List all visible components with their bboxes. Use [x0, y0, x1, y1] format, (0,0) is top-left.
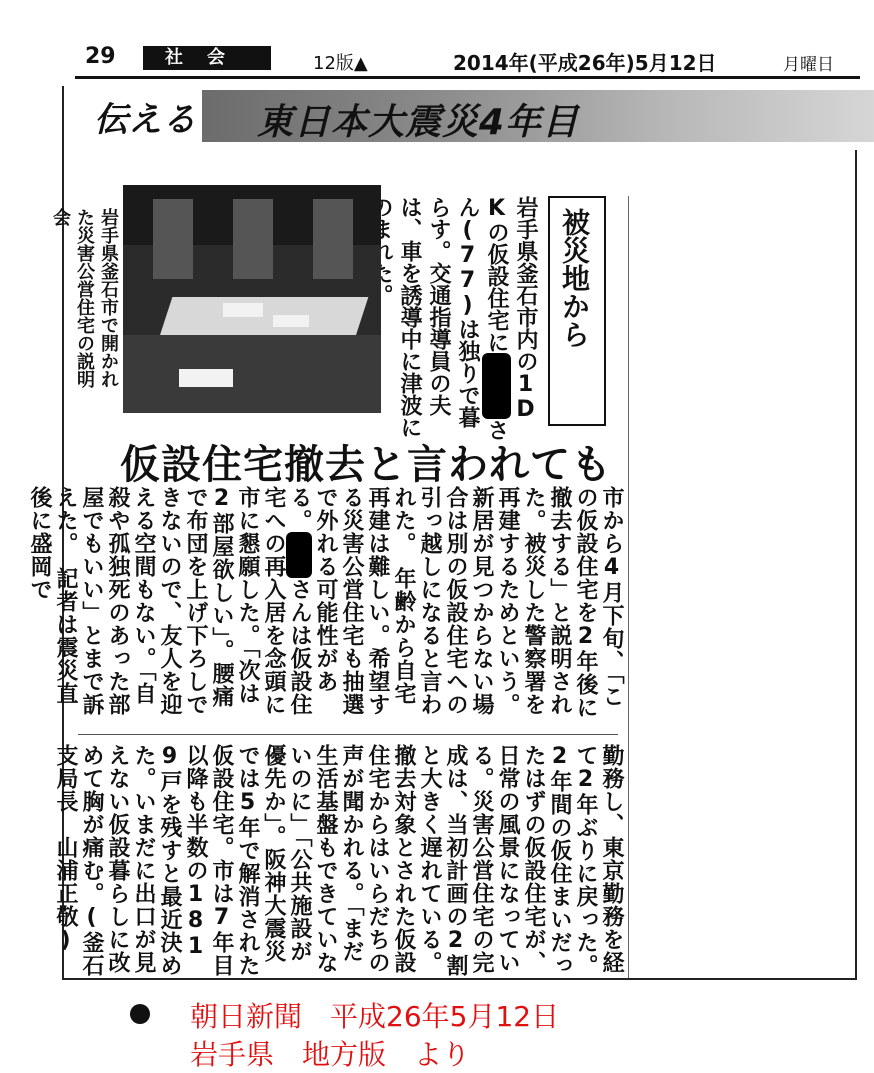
section-label: 社会 [143, 46, 271, 70]
issue-weekday: 月曜日 [783, 55, 834, 75]
redaction-mark: 名名 [287, 532, 312, 578]
photo-window [233, 199, 273, 279]
article-kicker: 被災地から [558, 208, 591, 348]
article-lead [392, 196, 540, 444]
body-paragraph: 勤務し、東京勤務を経て2年ぶりに戻った。2年間の仮住まいだったはずの仮設住宅が、日常の風景になっている。災害公営住宅の完成は、当初計画の2割と大きく遅れている。 撤去対象とされた仮設住宅からはいらだちの声が聞かれる。「まだ生活基盤もできていないのに」「公共施設が優先か」。阪神大震災では5年で解消された仮設住宅。市は7年目以降も半数の1819戸を残すと最近決めた。いまだに出口が見えない仮設暮らしに改めて胸が痛む。 [79, 744, 624, 986]
right-frame-rule [855, 150, 857, 978]
masthead-rule [75, 76, 860, 79]
series-banner [82, 86, 874, 146]
issue-date: 2014年(平成26年)5月12日 [453, 51, 717, 75]
photo-attendees [123, 335, 381, 413]
redaction-mark: 名名名 [484, 353, 509, 419]
article-byline: (釜石支局長 山浦正敬) [53, 744, 104, 977]
page-number: 29 [85, 44, 116, 69]
photo-paper [273, 315, 309, 327]
tier-rule [78, 734, 618, 735]
article-headline: 仮設住宅撤去と言われても [120, 442, 612, 488]
body-paragraph: 市から4月下旬、「この仮設住宅を2年後に撤去する」と説明された。被災した警察署を再建するためという。新居が見つからない場合は別の仮設住宅への引っ越しになると言われた。 年齢から自宅再建は難しい。希望する災害公営住宅も抽選で外れる可能性がある。 [287, 486, 624, 719]
series-subtitle: 東日本大震災4年目 [257, 102, 580, 143]
photo-caption: 岩手県釜石市で開かれた災害公営住宅の説明会 [50, 208, 119, 388]
body-lower-tier [53, 744, 624, 986]
series-keyword: 伝える [94, 100, 196, 140]
source-note-line-1: 朝日新聞 平成26年5月12日 [190, 1000, 560, 1033]
body-upper-tier [27, 486, 624, 724]
note-bullet [130, 1004, 150, 1024]
article-photo [123, 185, 381, 413]
masthead [75, 44, 845, 80]
lead-text-after: さん(77)は独りで暮らす。交通指導員の夫は、車を誘導中に津波に [397, 196, 509, 441]
body-paragraph: さんは仮設住宅への再入居を念頭に市に懇願した。「次は2部屋欲しい」。腰痛で布団を上げ下ろしできないので、友人を迎える空間もない。「自殺や孤独死のあった部屋でもいい」とまで訴えた。 記者は震災直後に盛岡で [27, 486, 312, 716]
source-note-line-2: 岩手県 地方版 より [190, 1038, 471, 1071]
column-divider [628, 196, 629, 978]
article-body [27, 486, 624, 986]
lead-text-before: 岩手県釜石市内の1DKの仮設住宅に [484, 196, 538, 422]
photo-window [153, 199, 193, 279]
edition-label: 12版▲ [313, 53, 368, 74]
photo-paper [223, 303, 263, 317]
photo-window [313, 199, 353, 279]
photo-paper [179, 369, 233, 387]
